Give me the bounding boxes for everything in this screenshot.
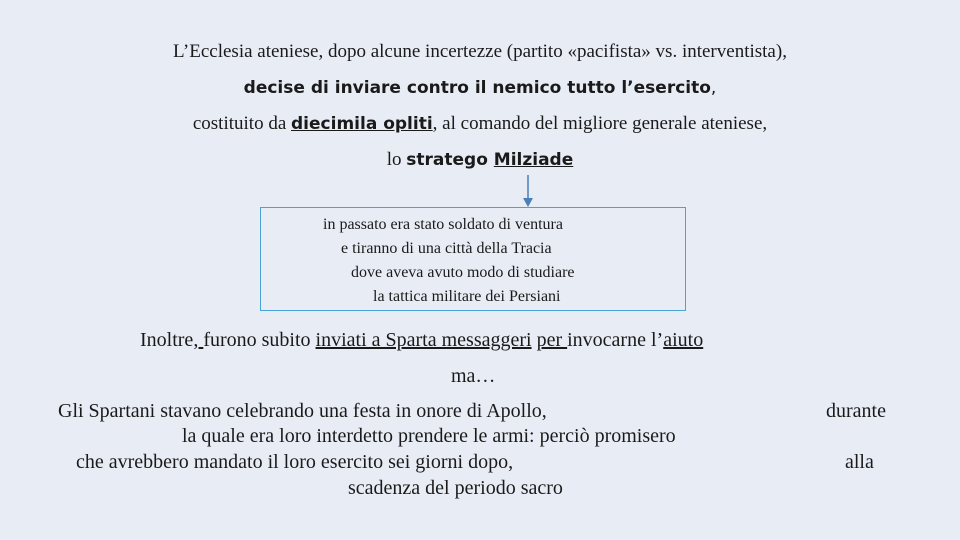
intro-line-1-text: L’Ecclesia ateniese, dopo alcune incertezze (partito «pacifista» vs. interventista), [173,41,787,62]
messengers-line [140,328,703,352]
intro-line-2-bold: decise di inviare contro il nemico tutto l’esercito [243,78,711,98]
spartans-line-3-right: alla [845,451,874,473]
spartans-line-2: la quale era loro interdetto prendere le armi: perciò promisero [182,425,676,447]
intro-line-3-c: , al comando del migliore generale ateniese, [432,113,768,134]
intro-line-4-milziade: Milziade [493,150,574,170]
ma-line [451,364,495,388]
note-line-1: in passato era stato soldato di ventura [323,216,563,233]
intro-line-2-comma: , [710,78,717,98]
spartans-line-4: scadenza del periodo sacro [348,477,563,499]
spartans-line-3: che avrebbero mandato il loro esercito sei giorni dopo, [76,451,514,473]
arrow-head [523,198,533,207]
messengers-p7: invocarne l’ [567,329,664,351]
intro-line-4-stratego: stratego [406,150,494,170]
spartans-line-1: Gli Spartani stavano celebrando una festa in onore di Apollo, [58,400,547,422]
intro-line-3-opliti: diecimila opliti [291,114,433,134]
ma-text: ma… [451,365,496,387]
messengers-p8: aiuto [663,329,704,351]
messengers-p2: , [193,329,204,351]
messengers-p4: inviati a Sparta messaggeri [315,329,532,351]
note-line-4: la tattica militare dei Persiani [373,288,561,305]
spartans-line-1-right: durante [826,400,886,422]
messengers-p3: furono subito [203,329,316,351]
intro-line-3-a: costituito da [192,113,292,134]
note-line-3: dove aveva avuto modo di studiare [351,264,575,281]
messengers-p1: Inoltre [140,329,194,351]
messengers-p6: per [536,329,568,351]
note-line-2: e tiranno di una città della Tracia [341,240,552,257]
intro-line-4-a: lo [386,149,407,170]
